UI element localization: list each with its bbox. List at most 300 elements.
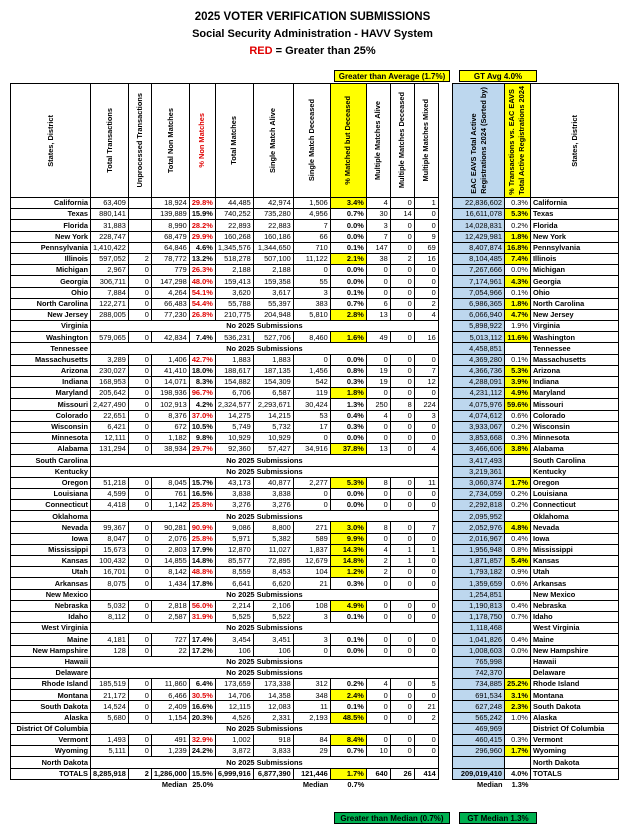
cell-single-alive: 22,883	[253, 220, 293, 231]
table-row	[11, 343, 439, 354]
totals-total-matches: 6,999,916	[215, 768, 253, 779]
cell-eac: 1,190,813	[453, 600, 505, 611]
cell-pct-tx: 0.2%	[505, 421, 531, 432]
cell-mm-dec: 1	[390, 544, 414, 555]
cell-eac: 2,052,976	[453, 522, 505, 533]
cell-state2: Vermont	[530, 735, 618, 746]
cell-single-dec: 589	[293, 533, 330, 544]
cell-mm-mixed: 0	[414, 533, 438, 544]
side-row	[453, 231, 619, 242]
cell-non-matches: 2,076	[151, 533, 189, 544]
side-row	[453, 444, 619, 455]
side-row	[453, 466, 619, 477]
cell-state2: Maine	[530, 634, 618, 645]
cell-pct-non: 26.8%	[189, 309, 215, 320]
cell-state2: Arkansas	[530, 578, 618, 589]
cell-state2: Hawaii	[530, 656, 618, 667]
table-row	[11, 365, 439, 376]
totals-pct-non: 15.5%	[189, 768, 215, 779]
cell-eac: 460,415	[453, 735, 505, 746]
cell-total-matches: 10,929	[215, 432, 253, 443]
cell-mm-dec: 0	[390, 567, 414, 578]
page-title: 2025 VOTER VERIFICATION SUBMISSIONS	[194, 11, 431, 23]
cell-mm-mixed: 0	[414, 265, 438, 276]
cell-state: South Dakota	[11, 701, 91, 712]
cell-total-matches: 106	[215, 645, 253, 656]
cell-total-matches: 12,870	[215, 544, 253, 555]
cell-state: Arizona	[11, 365, 91, 376]
side-row	[453, 298, 619, 309]
cell-single-dec: 0	[293, 488, 330, 499]
cell-pct-tx	[505, 511, 531, 522]
cell-state2: New Jersey	[530, 309, 618, 320]
cell-pct-non: 29.9%	[189, 231, 215, 242]
cell-pct-tx: 0.9%	[505, 567, 531, 578]
cell-mm-mixed: 0	[414, 388, 438, 399]
no-submission-cell: No 2025 Submissions	[91, 343, 439, 354]
cell-unprocessed: 0	[128, 432, 151, 443]
cell-single-alive: 5,732	[253, 421, 293, 432]
cell-eac: 3,417,493	[453, 455, 505, 466]
cell-eac: 3,853,668	[453, 432, 505, 443]
side-row	[453, 209, 619, 220]
cell-single-dec: 383	[293, 298, 330, 309]
cell-mm-mixed: 0	[414, 645, 438, 656]
cell-eac: 1,008,603	[453, 645, 505, 656]
cell-mm-alive: 10	[366, 746, 390, 757]
side-header-row	[453, 84, 619, 198]
cell-pct-tx	[505, 667, 531, 678]
cell-mm-dec: 0	[390, 690, 414, 701]
cell-state2: Louisiana	[530, 488, 618, 499]
cell-mm-mixed: 1	[414, 544, 438, 555]
cell-total-matches: 159,413	[215, 276, 253, 287]
side-row	[453, 611, 619, 622]
cell-state: New Jersey	[11, 309, 91, 320]
cell-single-dec: 3	[293, 287, 330, 298]
cell-total-matches: 3,838	[215, 488, 253, 499]
cell-eac: 3,466,606	[453, 444, 505, 455]
cell-pct-matched-dec: 0.0%	[330, 276, 366, 287]
side-row	[453, 556, 619, 567]
cell-non-matches: 491	[151, 735, 189, 746]
cell-single-alive: 3,451	[253, 634, 293, 645]
cell-eac: 1,118,468	[453, 623, 505, 634]
table-row	[11, 388, 439, 399]
cell-pct-matched-dec: 0.0%	[330, 265, 366, 276]
cell-pct-tx: 4.3%	[505, 276, 531, 287]
cell-pct-matched-dec: 0.3%	[330, 578, 366, 589]
cell-pct-tx	[505, 723, 531, 734]
cell-single-dec: 0	[293, 645, 330, 656]
cell-eac: 4,369,280	[453, 354, 505, 365]
cell-eac: 5,013,112	[453, 332, 505, 343]
cell-state: Virginia	[11, 321, 91, 332]
cell-state: Indiana	[11, 377, 91, 388]
side-row	[453, 242, 619, 253]
median-value: 1.3%	[511, 780, 529, 790]
cell-pct-matched-dec: 0.1%	[330, 611, 366, 622]
cell-single-alive: 507,100	[253, 253, 293, 264]
cell-total-matches: 740,252	[215, 209, 253, 220]
cell-pct-non: 29.7%	[189, 444, 215, 455]
cell-single-alive: 3,838	[253, 488, 293, 499]
table-row	[11, 198, 439, 209]
cell-mm-mixed: 0	[414, 600, 438, 611]
cell-mm-dec: 0	[390, 522, 414, 533]
cell-pct-tx: 0.4%	[505, 533, 531, 544]
cell-non-matches: 139,889	[151, 209, 189, 220]
cell-single-dec: 119	[293, 388, 330, 399]
no-submission-cell: No 2025 Submissions	[91, 589, 439, 600]
cell-pct-matched-dec: 0.8%	[330, 365, 366, 376]
cell-unprocessed	[128, 198, 151, 209]
col-pct-tx: % Transactions vs. EAC EAVS Total Active Registrations 2024	[505, 84, 531, 198]
totals-row	[11, 768, 439, 779]
cell-non-matches: 779	[151, 265, 189, 276]
col-non-matches: Total Non Matches	[151, 84, 189, 198]
cell-state: Montana	[11, 690, 91, 701]
cell-single-dec: 2,277	[293, 477, 330, 488]
no-submission-cell: No 2025 Submissions	[91, 757, 439, 768]
cell-total-tx: 15,673	[91, 544, 129, 555]
cell-mm-alive: 250	[366, 399, 390, 410]
table-row	[11, 500, 439, 511]
cell-eac: 1,178,750	[453, 611, 505, 622]
cell-unprocessed: 0	[128, 522, 151, 533]
table-row	[11, 656, 439, 667]
cell-eac	[453, 757, 505, 768]
cell-pct-matched-dec: 14.3%	[330, 544, 366, 555]
cell-total-matches: 14,706	[215, 690, 253, 701]
cell-single-alive: 154,309	[253, 377, 293, 388]
cell-state2: Idaho	[530, 611, 618, 622]
side-row	[453, 723, 619, 734]
cell-pct-tx: 0.0%	[505, 265, 531, 276]
cell-mm-mixed: 0	[414, 500, 438, 511]
cell-non-matches: 761	[151, 488, 189, 499]
table-row	[11, 544, 439, 555]
cell-mm-alive: 0	[366, 500, 390, 511]
cell-total-tx: 2,427,490	[91, 399, 129, 410]
cell-mm-mixed: 5	[414, 679, 438, 690]
cell-mm-alive: 0	[366, 421, 390, 432]
side-row	[453, 667, 619, 678]
table-row	[11, 332, 439, 343]
cell-total-tx: 1,493	[91, 735, 129, 746]
median-empty	[390, 779, 414, 790]
cell-pct-non: 90.9%	[189, 522, 215, 533]
cell-state2: Rhode Island	[530, 679, 618, 690]
table-row	[11, 410, 439, 421]
cell-total-tx: 6,421	[91, 421, 129, 432]
table-row	[11, 589, 439, 600]
cell-non-matches: 64,846	[151, 242, 189, 253]
side-row	[453, 432, 619, 443]
cell-total-matches: 188,617	[215, 365, 253, 376]
cell-single-alive: 6,587	[253, 388, 293, 399]
table-row	[11, 432, 439, 443]
cell-mm-alive: 0	[366, 388, 390, 399]
cell-non-matches: 14,855	[151, 556, 189, 567]
cell-pct-matched-dec: 0.7%	[330, 298, 366, 309]
table-row	[11, 231, 439, 242]
table-row	[11, 712, 439, 723]
side-row	[453, 544, 619, 555]
cell-total-tx: 31,883	[91, 220, 129, 231]
cell-state2: Georgia	[530, 276, 618, 287]
cell-pct-non: 6.4%	[189, 679, 215, 690]
cell-single-alive: 187,135	[253, 365, 293, 376]
cell-single-alive: 173,338	[253, 679, 293, 690]
cell-single-alive: 1,344,650	[253, 242, 293, 253]
cell-total-matches: 518,278	[215, 253, 253, 264]
cell-eac: 627,248	[453, 701, 505, 712]
cell-pct-tx: 16.8%	[505, 242, 531, 253]
cell-mm-dec: 0	[390, 701, 414, 712]
cell-single-dec: 53	[293, 410, 330, 421]
side-row	[453, 309, 619, 320]
cell-total-matches: 160,268	[215, 231, 253, 242]
cell-unprocessed: 0	[128, 701, 151, 712]
cell-eac: 296,960	[453, 746, 505, 757]
cell-eac: 691,534	[453, 690, 505, 701]
cell-unprocessed: 0	[128, 298, 151, 309]
cell-mm-alive: 38	[366, 253, 390, 264]
cell-mm-alive: 147	[366, 242, 390, 253]
cell-state2: Kentucky	[530, 466, 618, 477]
cell-single-dec: 271	[293, 522, 330, 533]
cell-mm-mixed: 0	[414, 690, 438, 701]
cell-unprocessed	[128, 220, 151, 231]
table-row	[11, 667, 439, 678]
cell-single-alive: 1,883	[253, 354, 293, 365]
cell-state: West Virginia	[11, 623, 91, 634]
cell-pct-matched-dec: 0.4%	[330, 410, 366, 421]
cell-non-matches: 1,239	[151, 746, 189, 757]
cell-pct-matched-dec: 1.8%	[330, 388, 366, 399]
cell-mm-mixed: 0	[414, 567, 438, 578]
cell-state: New Hampshire	[11, 645, 91, 656]
totals-single-alive: 6,877,390	[253, 768, 293, 779]
cell-total-tx: 880,141	[91, 209, 129, 220]
median-empty	[128, 779, 151, 790]
cell-total-tx: 8,112	[91, 611, 129, 622]
cell-pct-non: 17.9%	[189, 544, 215, 555]
cell-mm-alive: 0	[366, 634, 390, 645]
cell-non-matches: 8,990	[151, 220, 189, 231]
table-row	[11, 567, 439, 578]
cell-unprocessed: 0	[128, 399, 151, 410]
cell-state2: Alaska	[530, 712, 618, 723]
cell-state: Delaware	[11, 667, 91, 678]
cell-mm-mixed: 69	[414, 242, 438, 253]
cell-pct-tx	[505, 589, 531, 600]
col-total-tx: Total Transactions	[91, 84, 129, 198]
cell-eac: 3,219,361	[453, 466, 505, 477]
side-row	[453, 198, 619, 209]
cell-single-dec: 8,460	[293, 332, 330, 343]
table-row	[11, 634, 439, 645]
cell-mm-alive: 0	[366, 690, 390, 701]
table-row	[11, 253, 439, 264]
cell-mm-dec: 1	[390, 556, 414, 567]
cell-pct-tx: 0.3%	[505, 432, 531, 443]
cell-total-tx: 16,701	[91, 567, 129, 578]
cell-state: Rhode Island	[11, 679, 91, 690]
cell-mm-dec: 0	[390, 611, 414, 622]
cell-pct-non: 15.9%	[189, 209, 215, 220]
no-submission-cell: No 2025 Submissions	[91, 656, 439, 667]
cell-pct-non: 26.3%	[189, 265, 215, 276]
cell-non-matches: 11,860	[151, 679, 189, 690]
cell-single-alive: 2,106	[253, 600, 293, 611]
cell-pct-tx: 4.7%	[505, 309, 531, 320]
median-value: 0.7%	[347, 780, 365, 790]
cell-pct-non: 25.8%	[189, 533, 215, 544]
cell-pct-tx: 59.6%	[505, 399, 531, 410]
cell-mm-mixed: 0	[414, 634, 438, 645]
table-row	[11, 265, 439, 276]
cell-single-alive: 5,522	[253, 611, 293, 622]
cell-state: Missouri	[11, 399, 91, 410]
cell-total-matches: 8,559	[215, 567, 253, 578]
cell-mm-alive: 13	[366, 309, 390, 320]
cell-mm-mixed: 2	[414, 712, 438, 723]
side-row	[453, 500, 619, 511]
cell-mm-alive: 0	[366, 432, 390, 443]
cell-total-tx: 8,047	[91, 533, 129, 544]
cell-state: New York	[11, 231, 91, 242]
cell-state: North Dakota	[11, 757, 91, 768]
cell-total-matches: 3,276	[215, 500, 253, 511]
cell-pct-tx: 0.4%	[505, 600, 531, 611]
cell-pct-non: 37.0%	[189, 410, 215, 421]
cell-eac: 6,066,940	[453, 309, 505, 320]
no-submission-cell: No 2025 Submissions	[91, 667, 439, 678]
cell-mm-dec: 0	[390, 578, 414, 589]
cell-pct-matched-dec: 0.0%	[330, 645, 366, 656]
cell-mm-mixed: 7	[414, 522, 438, 533]
cell-mm-mixed: 16	[414, 332, 438, 343]
cell-state: Wisconsin	[11, 421, 91, 432]
cell-state: Vermont	[11, 735, 91, 746]
col-state2: States, District	[530, 84, 618, 198]
cell-unprocessed: 0	[128, 690, 151, 701]
cell-total-tx: 205,642	[91, 388, 129, 399]
table-row	[11, 287, 439, 298]
cell-mm-mixed: 12	[414, 377, 438, 388]
cell-single-alive: 204,948	[253, 309, 293, 320]
cell-pct-tx	[505, 656, 531, 667]
cell-state: Tennessee	[11, 343, 91, 354]
legend-text: = Greater than 25%	[272, 45, 376, 57]
cell-state2: Iowa	[530, 533, 618, 544]
cell-pct-matched-dec: 3.0%	[330, 522, 366, 533]
cell-single-alive: 527,706	[253, 332, 293, 343]
cell-mm-alive: 4	[366, 544, 390, 555]
cell-total-matches: 1,345,576	[215, 242, 253, 253]
cell-pct-matched-dec: 0.0%	[330, 500, 366, 511]
cell-mm-mixed: 0	[414, 354, 438, 365]
cell-pct-tx	[505, 455, 531, 466]
cell-single-dec: 84	[293, 735, 330, 746]
table-row	[11, 690, 439, 701]
cell-pct-tx: 3.8%	[505, 444, 531, 455]
cell-total-matches: 6,641	[215, 578, 253, 589]
cell-mm-mixed: 0	[414, 432, 438, 443]
cell-state2: Alabama	[530, 444, 618, 455]
cell-unprocessed: 0	[128, 712, 151, 723]
cell-eac: 2,292,818	[453, 500, 505, 511]
side-row	[453, 332, 619, 343]
cell-mm-alive: 0	[366, 265, 390, 276]
cell-single-dec: 0	[293, 265, 330, 276]
cell-eac: 22,836,602	[453, 198, 505, 209]
cell-eac: 4,075,976	[453, 399, 505, 410]
cell-state: Michigan	[11, 265, 91, 276]
cell-total-matches: 92,360	[215, 444, 253, 455]
cell-mm-alive: 2	[366, 567, 390, 578]
cell-unprocessed: 0	[128, 500, 151, 511]
cell-mm-alive: 49	[366, 332, 390, 343]
table-row	[11, 735, 439, 746]
cell-state: District Of Columbia	[11, 723, 91, 734]
cell-mm-dec: 0	[390, 477, 414, 488]
totals-mm-alive: 640	[366, 768, 390, 779]
side-row	[453, 410, 619, 421]
cell-state: Utah	[11, 567, 91, 578]
table-row	[11, 399, 439, 410]
side-row	[453, 287, 619, 298]
legend-red: RED	[249, 45, 273, 57]
cell-unprocessed: 0	[128, 354, 151, 365]
cell-single-dec: 11	[293, 701, 330, 712]
cell-non-matches: 78,772	[151, 253, 189, 264]
totals-label2: TOTALS	[530, 768, 618, 779]
cell-pct-tx	[505, 343, 531, 354]
side-row	[453, 220, 619, 231]
cell-pct-non: 96.7%	[189, 388, 215, 399]
cell-pct-matched-dec: 0.0%	[330, 231, 366, 242]
cell-non-matches: 1,434	[151, 578, 189, 589]
side-row	[453, 421, 619, 432]
cell-mm-mixed: 16	[414, 253, 438, 264]
cell-single-alive: 3,276	[253, 500, 293, 511]
cell-eac: 1,793,182	[453, 567, 505, 578]
totals-unprocessed: 2	[128, 768, 151, 779]
cell-total-tx: 12,111	[91, 432, 129, 443]
cell-total-matches: 2,214	[215, 600, 253, 611]
cell-mm-alive: 19	[366, 377, 390, 388]
table-row	[11, 220, 439, 231]
cell-pct-matched-dec: 0.0%	[330, 488, 366, 499]
cell-total-matches: 4,526	[215, 712, 253, 723]
cell-unprocessed: 0	[128, 377, 151, 388]
cell-total-tx: 5,032	[91, 600, 129, 611]
cell-single-dec: 348	[293, 690, 330, 701]
cell-pct-matched-dec: 0.3%	[330, 421, 366, 432]
table-row	[11, 511, 439, 522]
median-label: Median	[161, 780, 188, 790]
table-row	[11, 679, 439, 690]
gt-median-box: GT Median 1.3%	[459, 812, 537, 824]
cell-mm-dec: 0	[390, 231, 414, 242]
cell-pct-matched-dec: 0.1%	[330, 634, 366, 645]
cell-non-matches: 2,818	[151, 600, 189, 611]
table-row	[11, 600, 439, 611]
cell-mm-dec: 0	[390, 600, 414, 611]
